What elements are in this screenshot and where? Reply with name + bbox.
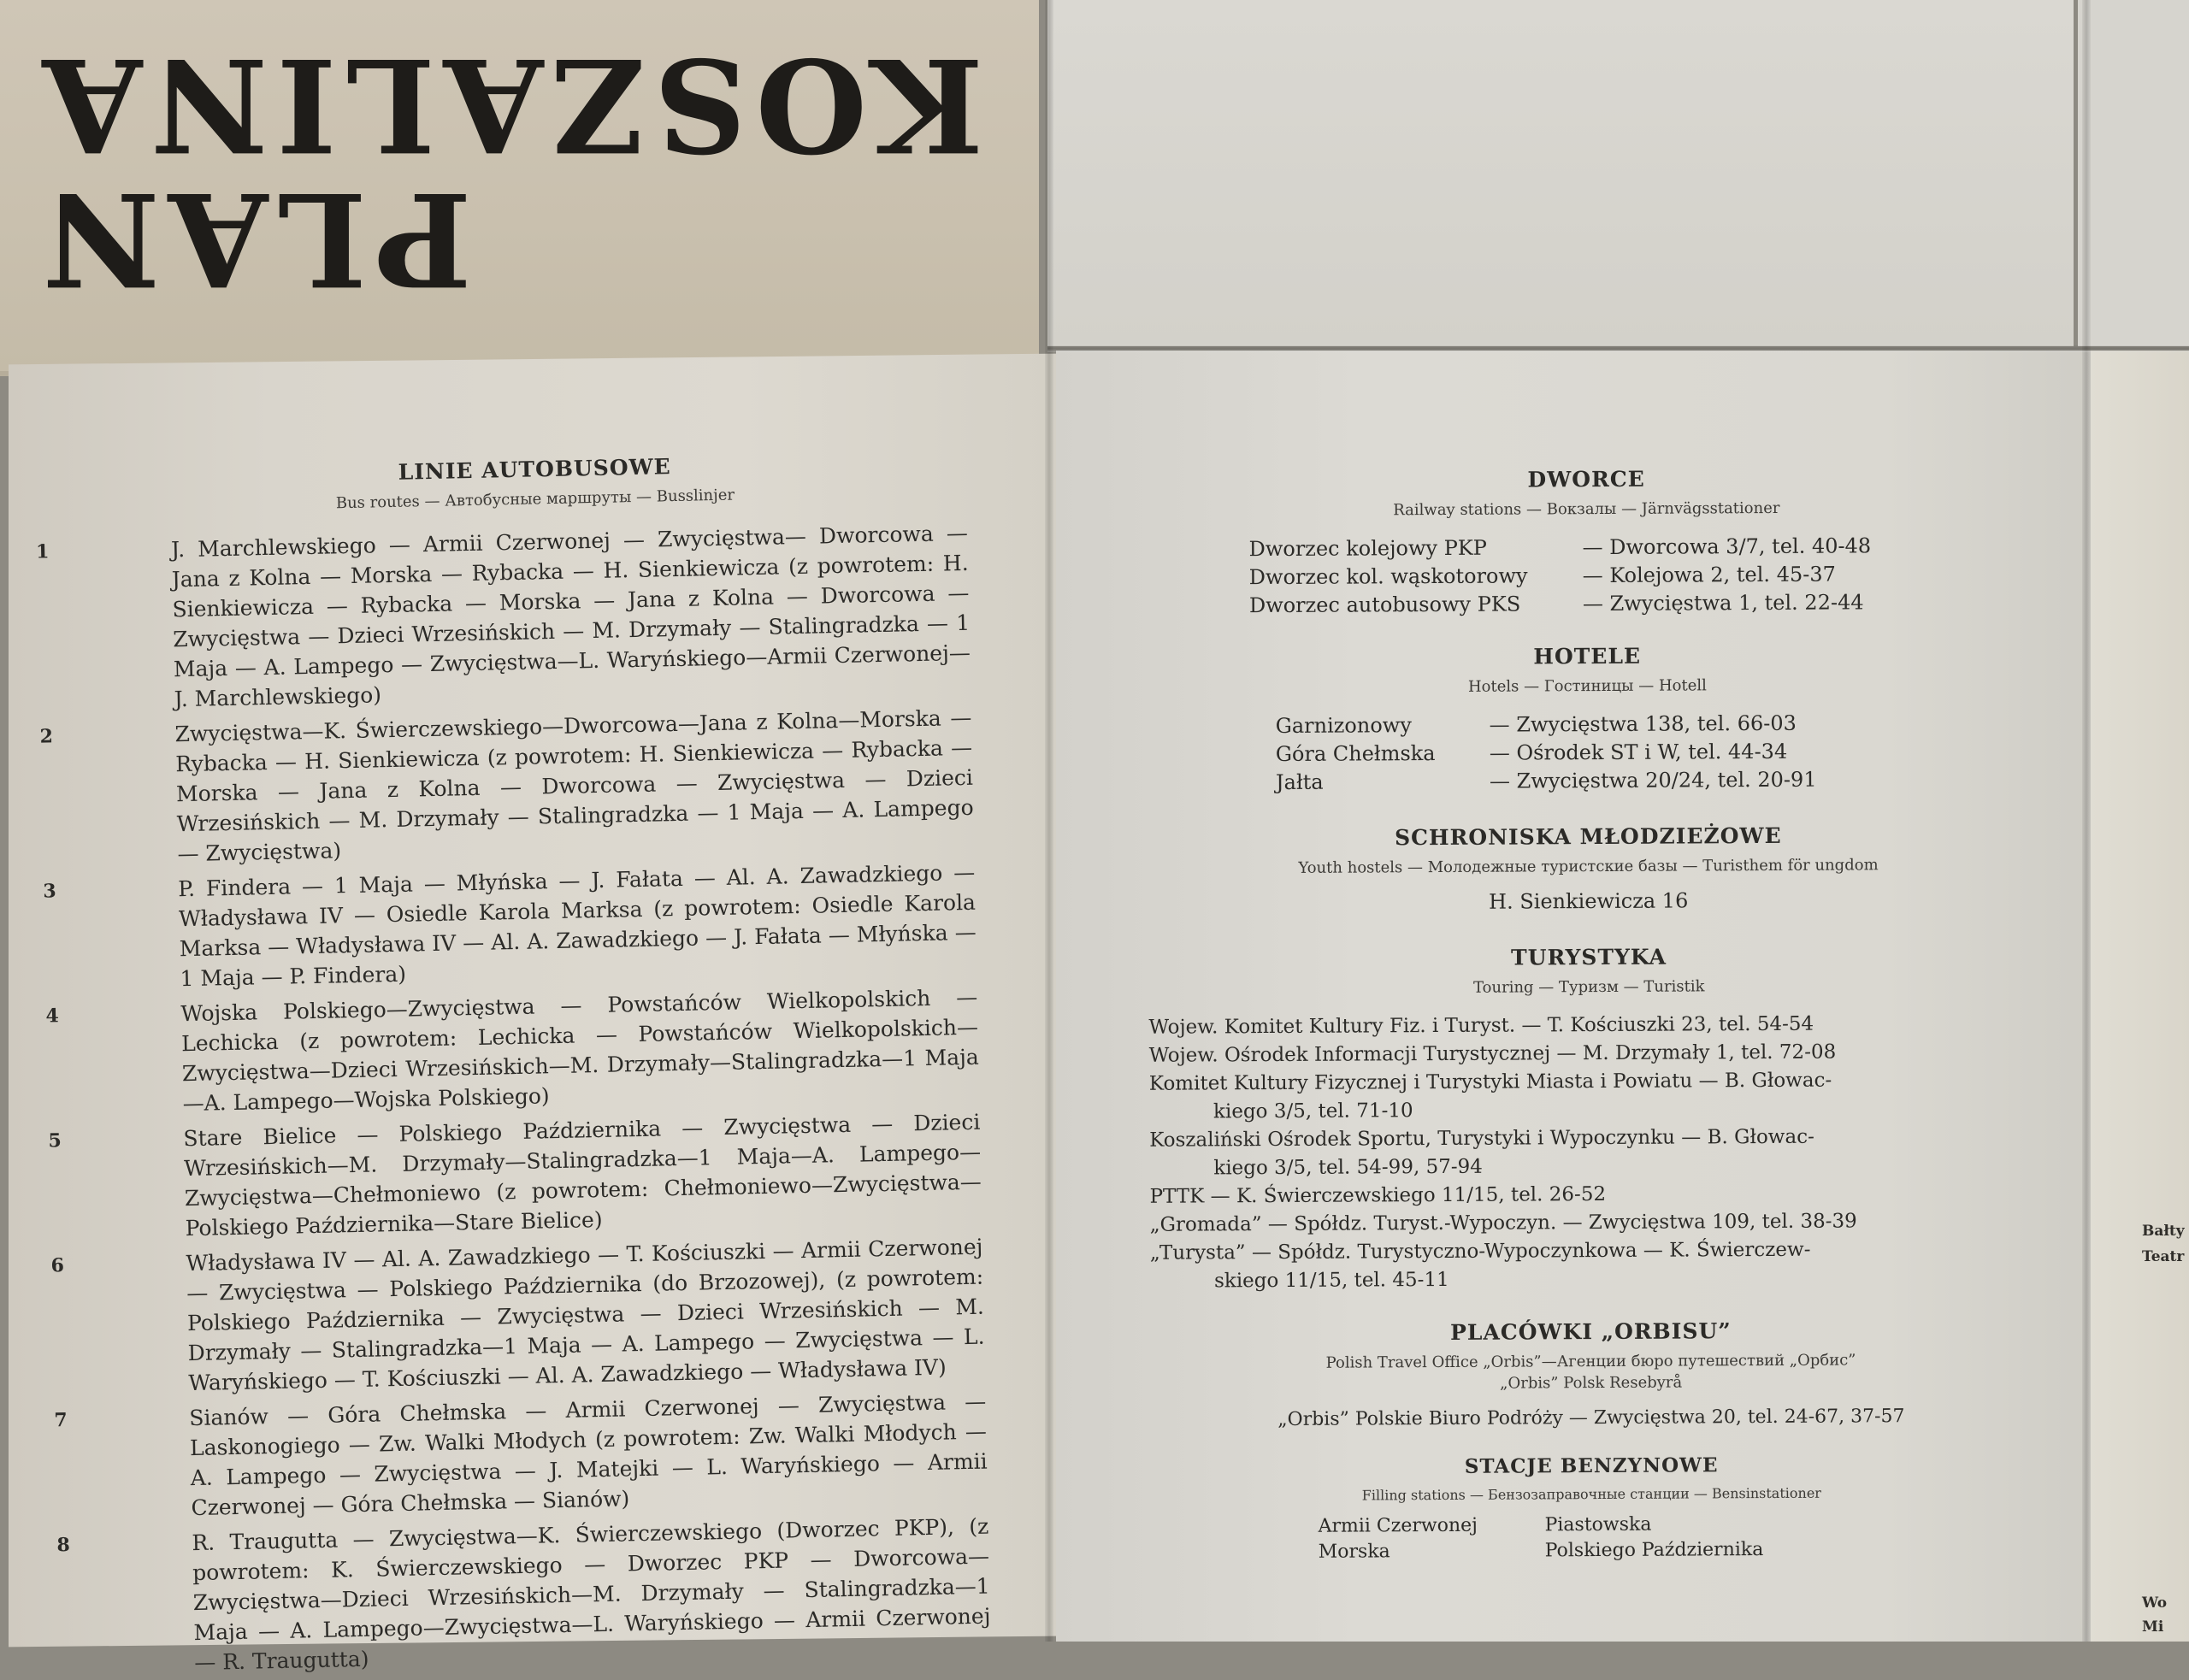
right-scrap-text: Wo [2142, 1595, 2168, 1612]
touring-line: Wojew. Ośrodek Informacji Turystycznej — M. Drzymały 1, tel. 72-08 [1148, 1040, 1837, 1067]
fuel-station: Armii Czerwonej [1318, 1514, 1478, 1537]
benzyna-subtitle: Filling stations — Бензозаправочные станции — Bensinstationer [1361, 1484, 1821, 1504]
route-item [56, 1512, 991, 1679]
station-pair [1118, 1536, 2067, 1566]
hotele-subtitle: Hotels — Гостиницы — Hotell [1467, 676, 1707, 696]
touring-line: PTTK — K. Świerczewskiego 11/15, tel. 26-52 [1149, 1182, 1607, 1208]
touring-line: Wojew. Komitet Kultury Fiz. i Turyst. — T. Kościuszki 23, tel. 54-54 [1148, 1012, 1814, 1039]
fuel-station: Piastowska [1544, 1513, 1652, 1536]
route-text: Wojska Polskiego—Zwycięstwa — Powstańców Wielkopolskich — Lechicka (z powrotem: Lechicka — Powstańców Wielkopolskich—Zwycięstwa—Dzieci Wrzesińskich—M. Drzymały—Stalingradzka—1 Maja—A. Lampego—Wojska Polskiego) [180, 984, 980, 1117]
route-number: 5 [48, 1129, 62, 1152]
fold-line-vertical [1045, 0, 1053, 1642]
top-right-blank-panel [2078, 0, 2189, 346]
fold-line-vertical-right [2082, 0, 2091, 1642]
hotel-address: — Zwycięstwa 20/24, tel. 20-91 [1489, 767, 1817, 793]
route-text: Władysława IV — Al. A. Zawadzkiego — T. Kościuszki — Armii Czerwonej — Zwycięstwa — Polskiego Października (do Brzozowej), (z powrotem: Polskiego Października — Zwycięstwa — Dzieci Wrzesińskich — M. Drzymały — Stalingradzka—1 Maja — A. Lampego — Zwycięstwa — L. Waryńskiego — T. Kościuszki — Al. A. Zawadzkiego — Władysława IV) [186, 1234, 985, 1396]
route-number: 8 [56, 1534, 71, 1557]
orbis-subtitle: Polish Travel Office „Orbis”—Агенции бюро путешествий „Орбис” [1325, 1351, 1856, 1372]
benzyna-title: STACJE BENZYNOWE [1464, 1453, 1719, 1478]
station-address: — Kolejowa 2, tel. 45-37 [1582, 562, 1836, 588]
schroniska-subtitle: Youth hostels — Молодежные туристские базы — Turisthem för ungdom [1298, 856, 1879, 877]
cover-title-line2: KOSZALINA [34, 29, 984, 180]
right-scrap-text: Mi [2142, 1618, 2164, 1636]
station-row [1112, 587, 2062, 621]
touring-line: „Turysta” — Spółdz. Turystyczno-Wypoczynkowa — K. Świerczew- [1149, 1238, 1811, 1264]
schroniska-title: SCHRONISKA MŁODZIEŻOWE [1394, 822, 1782, 851]
route-item [35, 518, 971, 716]
route-number: 4 [45, 1005, 60, 1028]
route-item [45, 982, 980, 1120]
dworce-subtitle: Railway stations — Вокзалы — Järnvägsstationer [1393, 498, 1780, 520]
turystyka-list [1114, 1009, 2065, 1296]
hotel-address: — Zwycięstwa 138, tel. 66-03 [1489, 710, 1797, 737]
route-item [43, 858, 977, 995]
orbis-address: „Orbis” Polskie Biuro Podróży — Zwycięstwa 20, tel. 24-67, 37-57 [1277, 1406, 1905, 1430]
route-item [54, 1387, 988, 1524]
hotel-name: Jałta [1275, 769, 1324, 794]
bus-lines-section [35, 448, 991, 1679]
route-item [50, 1232, 985, 1400]
route-number: 7 [54, 1409, 68, 1432]
route-text: J. Marchlewskiego — Armii Czerwonej — Zwycięstwa— Dworcowa — Jana z Kolna — Morska — Rybacka — H. Sienkiewicza (z powrotem: H. Sienkiewicza — Rybacka — Morska — Jana z Kolna — Dworcowa — Zwycięstwa — Dzieci Wrzesińskich — M. Drzymały — Stalingradzka — 1 Maja — A. Lampego — Zwycięstwa—L. Waryńskiego—Armii Czerwonej— J. Marchlewskiego) [170, 520, 971, 712]
touring-line: Koszaliński Ośrodek Sportu, Turystyki i Wypoczynku — B. Głowac- [1149, 1125, 1814, 1152]
hotel-row [1113, 764, 2062, 798]
fold-line-horizontal [1047, 345, 2189, 352]
bus-lines-subtitle: Bus routes — Автобусные маршруты — Busslinjer [335, 486, 735, 513]
top-blank-panel [1047, 0, 2074, 346]
right-scrap-text: Bałty [2142, 1223, 2185, 1240]
route-text: P. Findera — 1 Maja — Młyńska — J. Fałata — Al. A. Zawadzkiego — Władysława IV — Osiedle Karola Marksa (z powrotem: Osiedle Karola Marksa — Władysława IV — Al. A. Zawadzkiego — J. Fałata — Młyńska — 1 Maja — P. Findera) [178, 859, 976, 992]
station-name: Dworzec autobusowy PKS [1248, 592, 1521, 618]
touring-line: skiego 11/15, tel. 45-11 [1213, 1268, 1449, 1293]
station-name: Dworzec kolejowy PKP [1248, 535, 1487, 562]
dworce-title: DWORCE [1527, 466, 1645, 492]
route-number: 1 [35, 540, 50, 563]
touring-line: „Gromada” — Spółdz. Turyst.-Wypoczyn. — Zwycięstwa 109, tel. 38-39 [1149, 1210, 1857, 1236]
touring-line: kiego 3/5, tel. 54-99, 57-94 [1213, 1155, 1483, 1180]
hotel-name: Góra Chełmska [1275, 741, 1436, 767]
hotele-list [1113, 708, 2063, 798]
info-section [1112, 452, 2067, 1566]
route-number: 2 [39, 725, 54, 748]
station-address: — Dworcowa 3/7, tel. 40-48 [1582, 533, 1872, 560]
cover-title [34, 17, 1026, 325]
route-text: Sianów — Góra Chełmska — Armii Czerwonej — Zwycięstwa — Laskonogiego — Zw. Walki Młodych (z powrotem: Zw. Walki Młodych — A. Lampego — Zwycięstwa — J. Matejki — L. Waryńskiego — Armii Czerwonej — Góra Chełmska — Sianów) [189, 1388, 988, 1521]
cover-title-line1: PLAN [34, 163, 472, 315]
route-text: Stare Bielice — Polskiego Października — Zwycięstwa — Dzieci Wrzesińskich—M. Drzymały—Stalingradzka—1 Maja—A. Lampego—Zwycięstwa—Chełmoniewo (z powrotem: Chełmoniewo—Zwycięstwa—Polskiego Października—Stare Bielice) [183, 1109, 982, 1241]
touring-line: Komitet Kultury Fizycznej i Turystyki Miasta i Powiatu — B. Głowac- [1148, 1069, 1832, 1095]
fuel-station: Morska [1318, 1541, 1390, 1563]
orbis-title: PLACÓWKI „ORBISU” [1449, 1318, 1732, 1345]
cover-panel [0, 0, 1039, 376]
turystyka-subtitle: Touring — Туризм — Turistik [1472, 977, 1705, 997]
right-scrap-text: Teatr [2142, 1248, 2185, 1265]
route-number: 6 [50, 1254, 65, 1277]
bus-lines-title: LINIE AUTOBUSOWE [398, 454, 671, 485]
route-text: Zwycięstwa—K. Świerczewskiego—Dworcowa—Jana z Kolna—Morska — Rybacka — H. Sienkiewicza (z powrotem: H. Sienkiewicza — Rybacka — Morska — Jana z Kolna — Dworcowa — Zwycięstwa — Dzieci Wrzesińskich — M. Drzymały — Stalingradzka — 1 Maja — A. Lampego — Zwycięstwa) [174, 704, 974, 867]
dworce-list [1112, 531, 2062, 621]
right-page [2091, 351, 2189, 1642]
turystyka-title: TURYSTYKA [1511, 944, 1667, 970]
hotel-name: Garnizonowy [1275, 713, 1412, 739]
route-item [48, 1107, 982, 1245]
fuel-station: Polskiego Października [1544, 1539, 1764, 1562]
hotel-address: — Ośrodek ST i W, tel. 44-34 [1489, 739, 1788, 765]
route-text: R. Traugutta — Zwycięstwa—K. Świerczewskiego (Dworzec PKP), (z powrotem: K. Świerczewskiego — Dworzec PKP — Dworcowa—Zwycięstwa—Dzieci Wrzesińskich—M. Drzymały — Stalingradzka—1 Maja — A. Lampego—Zwycięstwa—L. Waryńskiego — Armii Czerwonej — R. Traugutta) [192, 1513, 991, 1676]
orbis-subtitle-2: „Orbis” Polsk Resebyrå [1500, 1373, 1683, 1393]
station-name: Dworzec kol. wąskotorowy [1248, 563, 1528, 590]
station-address: — Zwycięstwa 1, tel. 22-44 [1582, 590, 1864, 616]
route-number: 3 [43, 880, 56, 903]
benzyna-list [1117, 1510, 2066, 1566]
schroniska-address: H. Sienkiewicza 16 [1489, 888, 1689, 914]
route-item [39, 703, 974, 870]
touring-line: kiego 3/5, tel. 71-10 [1213, 1099, 1413, 1123]
hotele-title: HOTELE [1533, 643, 1642, 669]
